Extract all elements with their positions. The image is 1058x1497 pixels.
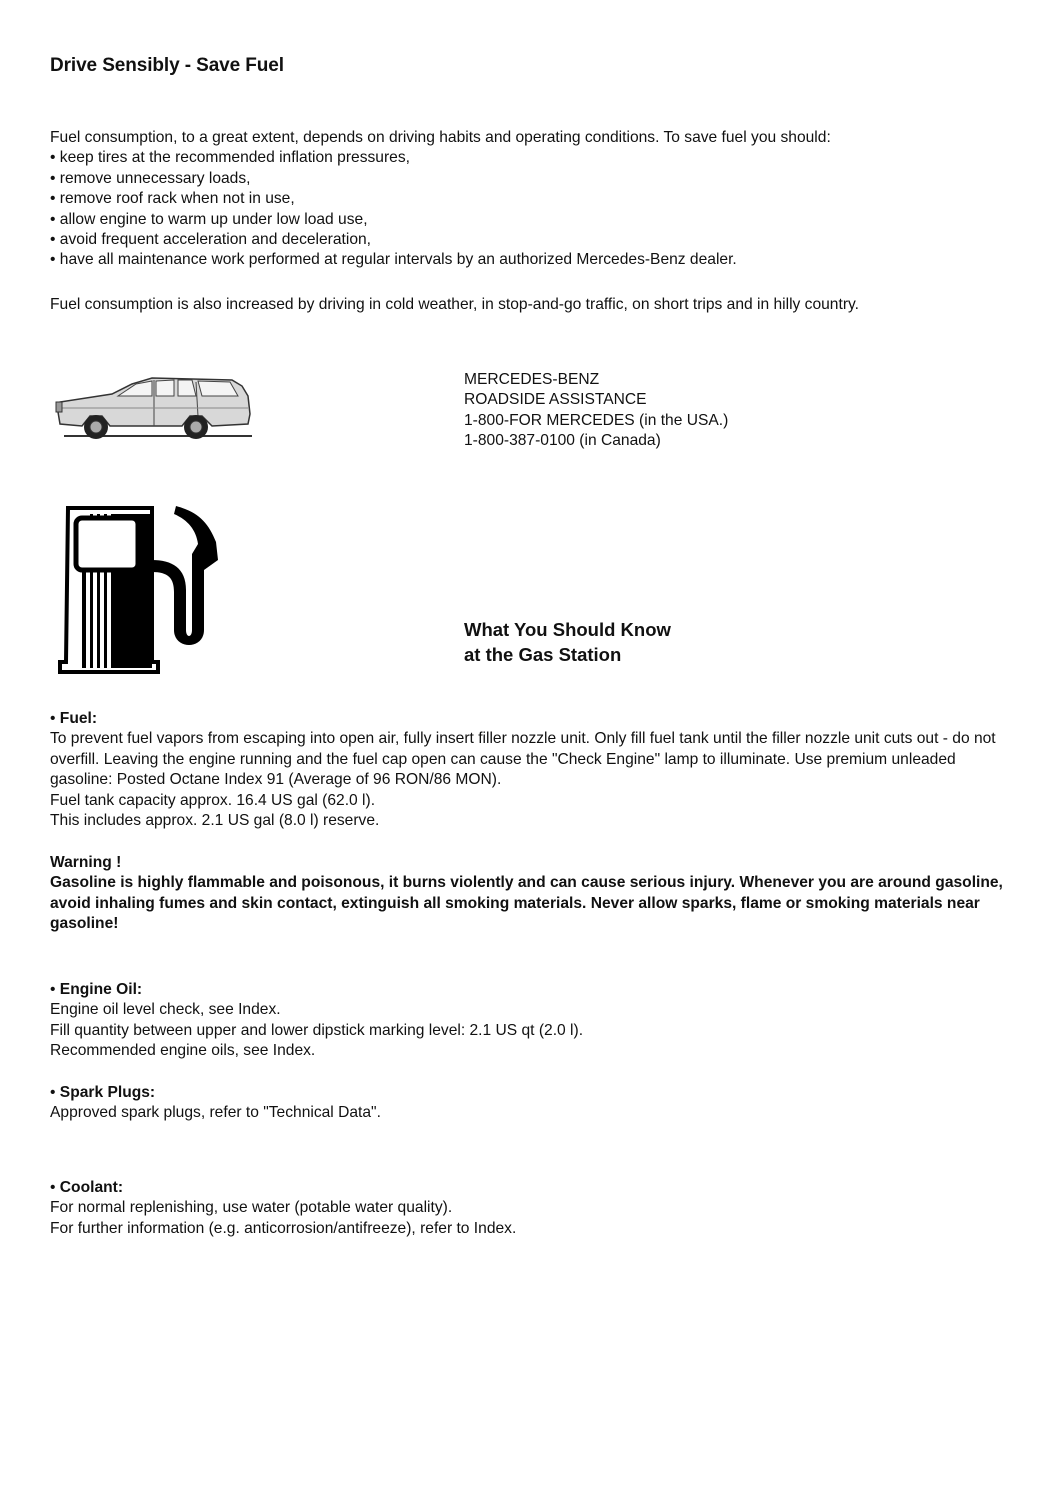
tip-item: • avoid frequent acceleration and deceleration,	[50, 230, 1040, 250]
coolant-section	[50, 1178, 1010, 1239]
roadside-title: ROADSIDE ASSISTANCE	[464, 391, 647, 409]
fuel-saving-tips	[50, 148, 1040, 270]
roadside-phone-canada: 1-800-387-0100 (in Canada)	[464, 432, 661, 450]
fuel-section	[50, 709, 1010, 831]
tip-item: • keep tires at the recommended inflation pressures,	[50, 148, 1040, 168]
coolant-label: • Coolant:	[50, 1178, 1010, 1198]
tip-item: • allow engine to warm up under low load use,	[50, 210, 1040, 230]
coolant-line: For further information (e.g. anticorrosion/antifreeze), refer to Index.	[50, 1219, 517, 1237]
gas-station-heading-line2: at the Gas Station	[464, 644, 622, 665]
spark-plugs-label: • Spark Plugs:	[50, 1083, 1010, 1103]
cold-weather-note: Fuel consumption is also increased by driving in cold weather, in stop-and-go traffic, on short trips and in hilly country.	[50, 296, 859, 313]
engine-oil-line: Fill quantity between upper and lower dipstick marking level: 2.1 US qt (2.0 l).	[50, 1021, 584, 1039]
roadside-phone-usa: 1-800-FOR MERCEDES (in the USA.)	[464, 411, 729, 429]
station-wagon-illustration	[52, 372, 272, 444]
coolant-line: For normal replenishing, use water (potable water quality).	[50, 1199, 453, 1217]
roadside-assistance-info	[464, 370, 728, 452]
spark-plugs-line: Approved spark plugs, refer to "Technical Data".	[50, 1104, 381, 1122]
fuel-section-label: • Fuel:	[50, 709, 1010, 729]
fuel-saving-intro	[50, 128, 1040, 271]
engine-oil-section	[50, 980, 1010, 1062]
warning-text: Gasoline is highly flammable and poisonous, it burns violently and can cause serious injury. Whenever you are around gasoline, avoid inhaling fumes and skin contact, extinguish all smoking materials. Never allow sparks, flame or smoking materials near gasoline!	[50, 874, 1003, 933]
engine-oil-line: Engine oil level check, see Index.	[50, 1001, 281, 1019]
gasoline-warning	[50, 853, 1010, 935]
gas-station-heading	[464, 617, 671, 667]
fuel-reserve: This includes approx. 2.1 US gal (8.0 l) reserve.	[50, 812, 380, 830]
tip-item: • have all maintenance work performed at regular intervals by an authorized Mercedes-Benz dealer.	[50, 250, 1040, 270]
tip-item: • remove unnecessary loads,	[50, 169, 1040, 189]
spark-plugs-section	[50, 1083, 1010, 1124]
page-title: Drive Sensibly - Save Fuel	[50, 55, 284, 76]
fuel-instructions: To prevent fuel vapors from escaping into open air, fully insert filler nozzle unit. Only fill fuel tank until the filler nozzle unit cuts out - do not overfill. Leaving the engine running and the fuel cap open can cause the "Check Engine" lamp to illuminate. Use premium unleaded gasoline: Posted Octane Index 91 (Average of 96 RON/86 MON).	[50, 730, 996, 789]
engine-oil-line: Recommended engine oils, see Index.	[50, 1042, 316, 1060]
tip-item: • remove roof rack when not in use,	[50, 189, 1040, 209]
fuel-tank-capacity: Fuel tank capacity approx. 16.4 US gal (62.0 l).	[50, 791, 376, 809]
intro-lead: Fuel consumption, to a great extent, depends on driving habits and operating conditions. To save fuel you should:	[50, 129, 831, 146]
engine-oil-label: • Engine Oil:	[50, 980, 1010, 1000]
roadside-brand: MERCEDES-BENZ	[464, 371, 600, 388]
gas-station-heading-line1: What You Should Know	[464, 619, 671, 640]
fuel-pump-icon	[58, 500, 223, 675]
warning-label: Warning !	[50, 854, 122, 871]
